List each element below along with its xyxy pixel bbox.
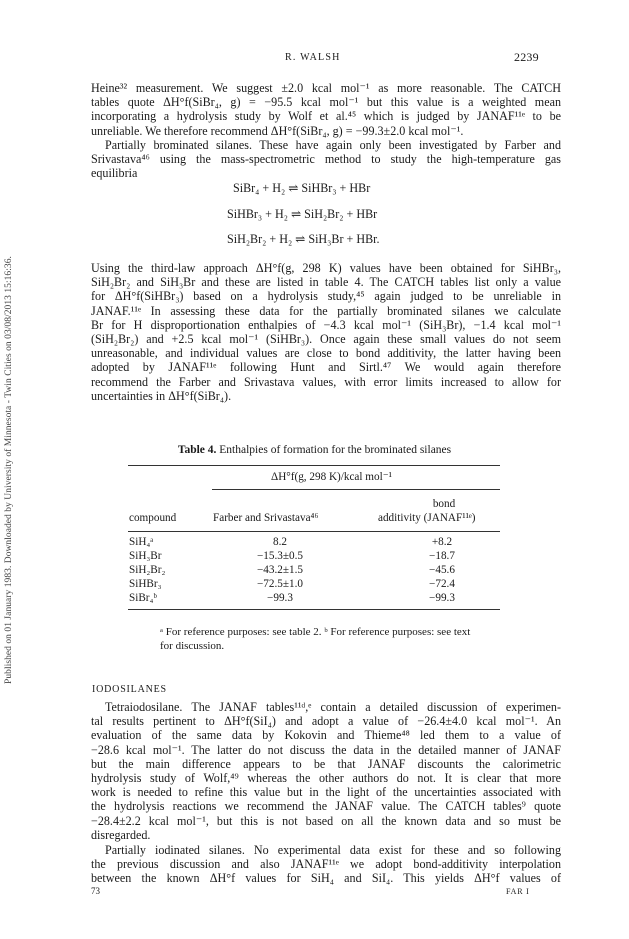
equation-3: SiH₂Br₂ + H₂ ⇌ SiH₃Br + HBr. — [227, 232, 380, 246]
text-line: (SiH₂Br₂) and +2.5 kcal mol⁻¹ (SiHBr₃). Once again these small values do not seem — [91, 331, 561, 346]
table-spanning-header: ΔH°f(g, 298 K)/kcal mol⁻¹ — [271, 471, 392, 483]
table-header-rule — [212, 489, 500, 490]
footer-journal-code: FAR I — [506, 887, 530, 896]
table-bottom-rule — [128, 609, 500, 610]
table-cell-farber: −72.5±1.0 — [256, 578, 303, 590]
table-header-farber: Farber and Srivastava⁴⁶ — [213, 512, 319, 524]
text-line: the hydrolysis reactions we recommend the JANAF value. The CATCH tables⁹ quote — [91, 799, 561, 814]
text-line: −28.6 kcal mol⁻¹. The latter do not discuss the data in the detailed manner of JANAF — [91, 742, 561, 757]
table-cell-bond: −18.7 — [429, 550, 455, 562]
table-cell-bond: +8.2 — [431, 536, 453, 548]
paragraph-third-law — [91, 261, 561, 403]
table-header-bond: bond — [432, 498, 456, 510]
section-heading: IODOSILANES — [92, 684, 167, 695]
text-line: tal results pertinent to ΔH°f(SiI₄) and adopt a value of −26.4±4.0 kcal mol⁻¹. An — [91, 714, 561, 729]
text-line: Heine³² measurement. We suggest ±2.0 kcal mol⁻¹ as more reasonable. The CATCH — [91, 81, 561, 95]
text-line: −28.4±2.2 kcal mol⁻¹, but this is not based on all the known data and so must be — [91, 813, 561, 828]
paragraph-tetraiodosilane — [91, 700, 561, 842]
text-line: unreliable. We therefore recommend ΔH°f(SiBr₄, g) = −99.3±2.0 kcal mol⁻¹. — [91, 123, 464, 138]
text-line: evaluation of the same data by Kokovin and Thieme⁴⁸ led them to a value of — [91, 728, 561, 743]
table-header-bottom-rule — [128, 531, 500, 532]
table-caption-text: Enthalpies of formation for the brominated silanes — [219, 444, 452, 456]
table-cell-compound: SiH₃Br — [129, 550, 162, 562]
table-label: Table 4. — [177, 444, 217, 456]
footnote-line: for discussion. — [160, 639, 225, 652]
text-line: adopted by JANAF¹¹ᵉ following Hunt and Sirtl.⁴⁷ We would again therefore — [91, 360, 561, 375]
table-top-rule — [128, 465, 500, 466]
paragraph-partially-brominated — [91, 138, 561, 181]
text-line: the previous discussion and also JANAF¹¹ᵉ we adopt bond-additivity interpolation — [91, 857, 561, 872]
table-cell-compound: SiH₂Br₂ — [129, 564, 166, 576]
text-line: for ΔH°f(SiHBr₃) based on a hydrolysis study,⁴⁵ again judged to be unreliable in — [91, 289, 561, 304]
footnote-line: ᵃ For reference purposes: see table 2. ᵇ For reference purposes: see text — [160, 626, 471, 638]
text-line: hydrolysis study of Wolf,⁴⁹ whereas the other authors do not. It is clear that more — [91, 770, 561, 785]
text-line: SiH₂Br₂ and SiH₃Br and these are listed in table 4. The CATCH tables list only a value — [91, 275, 561, 290]
text-line: Using the third-law approach ΔH°f(g, 298 K) values have been obtained for SiHBr₃, — [91, 261, 561, 275]
table-caption — [0, 444, 629, 456]
table-cell-compound: SiBr₄ᵇ — [129, 592, 157, 604]
text-line: uncertainties in ΔH°f(SiBr₄). — [91, 388, 232, 403]
text-line: disregarded. — [91, 827, 151, 842]
text-line: incorporating a hydrolysis study by Wolf et al.⁴⁵ which is judged by JANAF¹¹ᵉ to be — [91, 109, 561, 124]
running-head — [0, 50, 629, 66]
text-line: between the known ΔH°f values for SiH₄ and SiI₄. This yields ΔH°f values of — [91, 871, 561, 886]
text-line: Srivastava⁴⁶ using the mass-spectrometric method to study the high-temperature gas — [91, 152, 561, 167]
running-head-author: R. WALSH — [285, 52, 341, 63]
table-cell-compound: SiHBr₃ — [129, 578, 162, 590]
text-line: JANAF.¹¹ᵉ In assessing these data for the partially brominated silanes we calculate — [91, 303, 561, 318]
table-cell-farber: 8.2 — [273, 536, 287, 548]
text-line: unreasonable, and individual values are close to bond additivity, the latter having been — [91, 346, 561, 361]
text-line: tables quote ΔH°f(SiBr₄, g) = −95.5 kcal mol⁻¹ but this value is a weighted mean — [91, 95, 561, 110]
table-cell-bond: −72.4 — [429, 578, 455, 590]
text-line: but the main difference appears to be that JANAF discounts the calorimetric — [91, 756, 561, 771]
download-notice: Published on 01 January 1983. Downloaded by University of Minnesota - Twin Cities on 03/08/2013 15:16:36. — [4, 256, 14, 684]
paragraph-sibr4-recommendation — [91, 81, 561, 138]
table-cell-farber: −99.3 — [267, 592, 293, 604]
equation-2: SiHBr₃ + H₂ ⇌ SiH₂Br₂ + HBr — [227, 207, 378, 221]
table-cell-bond: −99.3 — [429, 592, 455, 604]
paragraph-partially-iodinated — [91, 843, 561, 886]
table-header-bond-additivity: additivity (JANAF¹¹ᵉ) — [378, 512, 476, 524]
text-line: recommend the Farber and Srivastava values, with error limits increased to allow for — [91, 374, 561, 389]
text-line: Tetraiodosilane. The JANAF tables¹¹ᵈ,ᵉ contain a detailed discussion of experimen- — [105, 700, 561, 714]
text-line: Partially brominated silanes. These have again only been investigated by Farber and — [105, 138, 561, 152]
table-cell-bond: −45.6 — [429, 564, 455, 576]
equation-1: SiBr₄ + H₂ ⇌ SiHBr₃ + HBr — [233, 181, 371, 195]
text-line: Partially iodinated silanes. No experimental data exist for these and so following — [105, 843, 561, 857]
page-number: 2239 — [514, 50, 539, 64]
text-line: work is needed to refine this value but in the light of the uncertainties associated with — [91, 785, 561, 800]
footer-page-code: 73 — [91, 886, 100, 896]
text-line: equilibria — [91, 166, 138, 181]
table-cell-compound: SiH₄ᵃ — [129, 536, 154, 548]
table-cell-farber: −43.2±1.5 — [256, 564, 303, 576]
table-header-compound: compound — [129, 512, 177, 524]
table-footnote — [160, 626, 480, 653]
table-cell-farber: −15.3±0.5 — [256, 550, 303, 562]
text-line: Br for H disproportionation enthalpies of −4.3 kcal mol⁻¹ (SiH₃Br), −1.4 kcal mol⁻¹ — [91, 317, 561, 332]
